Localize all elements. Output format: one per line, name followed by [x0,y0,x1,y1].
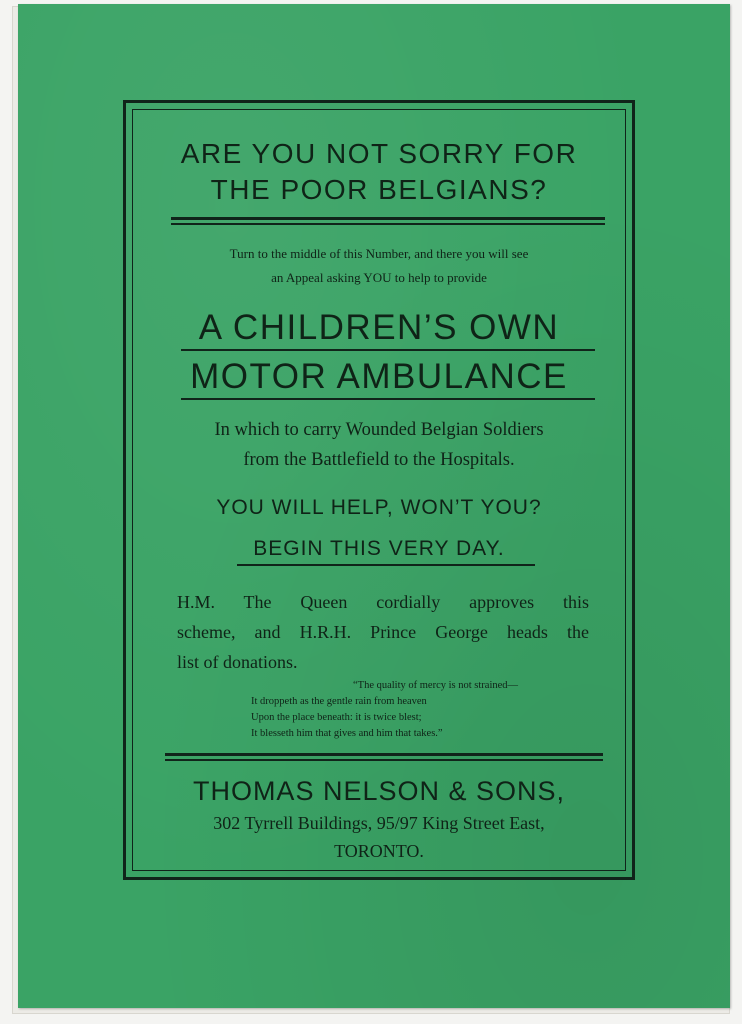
advertisement-frame [123,100,635,880]
publisher-name: THOMAS NELSON & SONS, [192,776,566,806]
intro-line-1: Turn to the middle of this Number, and there you will see [229,246,529,261]
plea-text: YOU WILL HELP, WON’T YOU? [216,496,542,519]
purpose-line-1: In which to carry Wounded Belgian Soldiers [214,420,544,440]
call-to-action: BEGIN THIS VERY DAY. [253,537,505,560]
publisher-city: TORONTO. [334,841,424,861]
magazine-back-cover [18,4,730,1008]
title-line-1: A CHILDREN’S OWN [198,308,560,347]
headline-line-2: THE POOR BELGIANS? [210,174,548,205]
title-underline-2 [181,398,595,400]
purpose-line-2: from the Battlefield to the Hospitals. [243,450,515,470]
quote-line-2: It droppeth as the gentle rain from heaven [251,696,427,707]
endorsement-line-2: scheme, and H.R.H. Prince George heads the [177,622,589,642]
quote-line-4: It blesseth him that gives and him that takes.” [251,728,443,739]
publisher-divider [165,753,603,761]
endorsement-line-1: H.M. The Queen cordially approves this [177,592,589,612]
publisher-address: 302 Tyrrell Buildings, 95/97 King Street East, [213,813,545,833]
headline-divider [171,217,605,225]
advertisement-inner-frame [132,109,626,871]
call-to-action-underline [237,564,535,566]
quote-line-3: Upon the place beneath: it is twice blest; [251,712,422,723]
endorsement-line-3: list of donations. [177,652,298,672]
headline-line-1: ARE YOU NOT SORRY FOR [180,138,578,169]
title-underline-1 [181,349,595,351]
intro-line-2: an Appeal asking YOU to help to provide [271,270,487,285]
quote-line-1: “The quality of mercy is not strained— [353,680,519,691]
title-line-2: MOTOR AMBULANCE [190,357,568,396]
